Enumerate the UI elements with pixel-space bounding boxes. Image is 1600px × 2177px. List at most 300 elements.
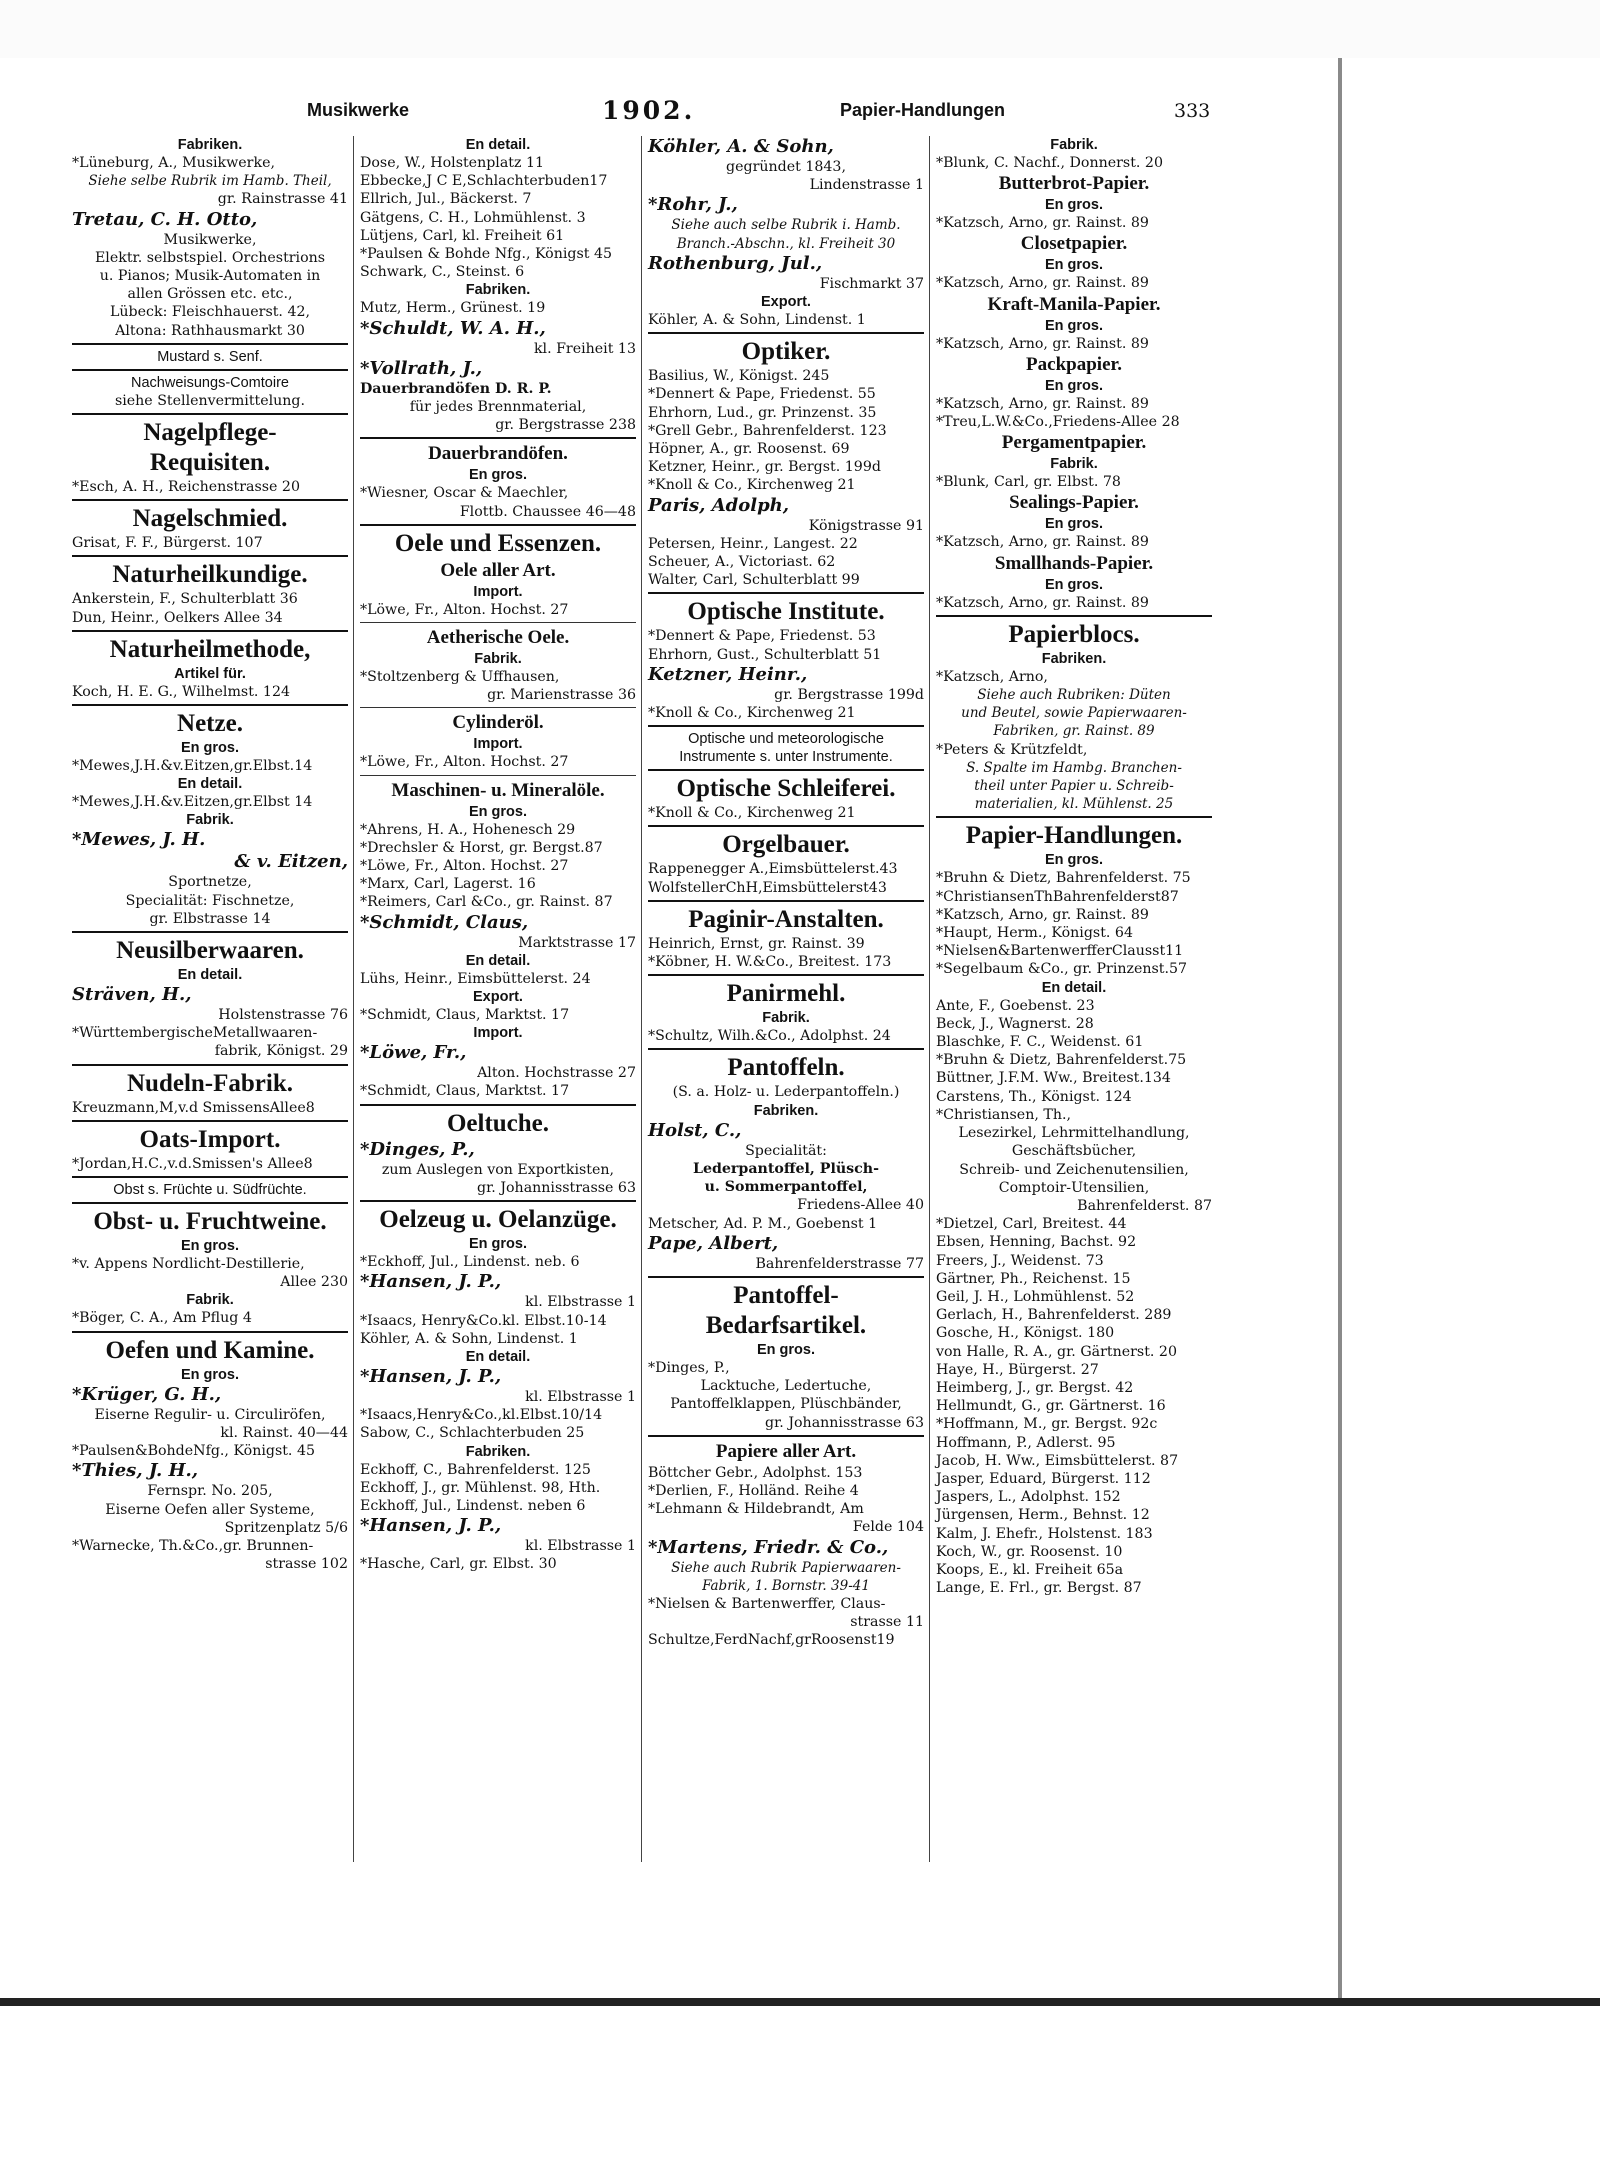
section-rule	[648, 974, 924, 976]
entry-detail: Geschäftsbücher,	[1011, 1143, 1137, 1160]
directory-entry: *Treu,L.W.&Co.,Friedens-Allee 28	[936, 414, 1180, 431]
address-line: strasse 102	[265, 1556, 348, 1573]
section-rule	[72, 704, 348, 706]
category-subheading: Import.	[473, 736, 523, 753]
running-head	[62, 96, 1338, 126]
category-subheading: En gros.	[1044, 197, 1103, 214]
directory-entry: Ankerstein, F., Schulterblatt 36	[72, 591, 298, 608]
directory-entry: *Katzsch, Arno,	[936, 668, 1048, 685]
subsection-heading: Papiere aller Art.	[715, 1440, 857, 1462]
address-line: kl. Freiheit 13	[533, 340, 636, 357]
section-rule	[72, 1064, 348, 1066]
address-line: Königstrasse 91	[808, 517, 924, 534]
entry-detail: allen Grössen etc. etc.,	[127, 286, 293, 303]
directory-entry: *WürttembergischeMetallwaaren-	[72, 1025, 318, 1042]
category-subheading: En detail.	[465, 137, 531, 153]
directory-entry: Grisat, F. F., Bürgerst. 107	[72, 535, 263, 552]
directory-entry: *Hasche, Carl, gr. Elbst. 30	[360, 1556, 557, 1573]
featured-firm-name: Tretau, C. H. Otto,	[72, 208, 258, 230]
section-rule	[648, 332, 924, 334]
directory-entry: Koch, H. E. G., Wilhelmst. 124	[72, 683, 291, 700]
column-3	[648, 136, 924, 1650]
italic-note: Siehe auch Rubrik Papierwaaren-	[671, 1559, 901, 1576]
address-line: Allee 230	[280, 1274, 348, 1291]
italic-note: materialien, kl. Mühlenst. 25	[974, 796, 1174, 813]
directory-entry: Schwark, C., Steinst. 6	[360, 264, 525, 281]
category-subheading: Artikel für.	[174, 665, 246, 682]
directory-entry: Gärtner, Ph., Reichenst. 15	[936, 1270, 1131, 1287]
entry-detail: Elektr. selbstspiel. Orchestrions	[94, 249, 326, 266]
directory-entry: *Katzsch, Arno, gr. Rainst. 89	[936, 335, 1149, 352]
featured-firm-name: *Krüger, G. H.,	[72, 1383, 222, 1405]
italic-note: Fabrik, 1. Bornstr. 39-41	[702, 1577, 870, 1594]
italic-note: Siehe selbe Rubrik im Hamb. Theil,	[88, 173, 332, 190]
directory-entry: Heinrich, Ernst, gr. Rainst. 39	[648, 935, 865, 952]
directory-entry: Sabow, C., Schlachterbuden 25	[360, 1425, 585, 1442]
subsection-heading: Dauerbrandöfen.	[428, 443, 568, 465]
section-rule	[648, 769, 924, 771]
section-rule	[648, 1276, 924, 1278]
section-rule	[72, 369, 348, 371]
directory-entry: *ChristiansenThBahrenfelderst87	[936, 888, 1179, 905]
directory-entry: Lütjens, Carl, kl. Freiheit 61	[360, 227, 565, 244]
subsection-rule	[360, 775, 636, 776]
directory-entry: Ebbecke,J C E,Schlachterbuden17	[360, 173, 608, 190]
section-heading: Nudeln-Fabrik.	[126, 1069, 293, 1097]
directory-entry: Gätgens, C. H., Lohmühlenst. 3	[360, 209, 586, 226]
directory-entry: *Löwe, Fr., Alton. Hochst. 27	[360, 601, 569, 618]
section-rule	[936, 816, 1212, 818]
directory-entry: *Katzsch, Arno, gr. Rainst. 89	[936, 395, 1149, 412]
directory-entry: *Peters & Krützfeldt,	[936, 741, 1088, 758]
category-subheading: En detail.	[465, 1348, 531, 1365]
header-left-keyword: Musikwerke	[307, 100, 410, 120]
directory-entry: Blaschke, F. C., Weidenst. 61	[936, 1034, 1144, 1051]
cross-reference: Optische und meteorologische	[688, 731, 884, 748]
address-line: Bahrenfelderst. 87	[1077, 1197, 1212, 1214]
address-line: Alton. Hochstrasse 27	[477, 1065, 636, 1082]
subsection-heading: Oele aller Art.	[440, 559, 556, 581]
section-rule	[72, 555, 348, 557]
category-subheading: Fabriken.	[465, 282, 531, 299]
entry-detail: Altona: Rathhausmarkt 30	[115, 322, 305, 339]
directory-entry: *v. Appens Nordlicht-Destillerie,	[72, 1256, 305, 1273]
directory-entry: von Halle, R. A., gr. Gärtnerst. 20	[936, 1343, 1177, 1360]
directory-entry: Ebsen, Henning, Bachst. 92	[936, 1234, 1137, 1251]
category-subheading: Fabrik.	[1050, 137, 1098, 153]
address-line: Flottb. Chaussee 46—48	[459, 503, 636, 520]
address-line: kl. Elbstrasse 1	[525, 1388, 636, 1405]
entry-detail: Fernspr. No. 205,	[147, 1483, 273, 1500]
entry-detail: für jedes Brennmaterial,	[409, 399, 587, 416]
directory-entry: *Paulsen&BohdeNfg., Königst. 45	[72, 1443, 316, 1460]
directory-entry: *Stoltzenberg & Uffhausen,	[360, 669, 560, 686]
section-heading: Bedarfsartikel.	[705, 1311, 867, 1339]
section-rule	[648, 725, 924, 727]
featured-firm-name: Sträven, H.,	[72, 984, 192, 1006]
section-heading: Optiker.	[741, 338, 831, 366]
directory-entry: Ehrhorn, Gust., Schulterblatt 51	[648, 646, 882, 663]
column-4	[936, 136, 1212, 1597]
entry-detail: gr. Elbstrasse 14	[149, 910, 271, 927]
address-line: gr. Johannisstrasse 63	[765, 1414, 924, 1431]
directory-entry: *Böger, C. A., Am Pflug 4	[72, 1310, 252, 1327]
section-heading: Netze.	[177, 710, 243, 738]
featured-firm-name: Pape, Albert,	[648, 1232, 779, 1254]
section-heading: Papierblocs.	[1008, 620, 1140, 648]
bold-specialty: u. Sommerpantoffel,	[704, 1179, 868, 1196]
featured-firm-name: *Thies, J. H.,	[72, 1460, 199, 1482]
category-subheading: En gros.	[180, 740, 239, 757]
directory-entry: Mutz, Herm., Grünest. 19	[360, 300, 546, 317]
featured-firm-name: *Schuldt, W. A. H.,	[360, 317, 546, 339]
directory-entry: *Dennert & Pape, Friedenst. 53	[648, 628, 876, 645]
directory-entry: *Löwe, Fr., Alton. Hochst. 27	[360, 858, 569, 875]
section-heading: Obst- u. Fruchtweine.	[93, 1208, 327, 1236]
subsection-heading: Maschinen- u. Mineralöle.	[391, 779, 605, 801]
section-heading: Nagelpflege-	[143, 419, 277, 447]
cross-reference: Obst s. Früchte u. Südfrüchte.	[113, 1182, 307, 1199]
section-heading: Pantoffeln.	[727, 1054, 845, 1082]
featured-firm-name: & v. Eitzen,	[234, 851, 348, 873]
section-rule	[72, 931, 348, 933]
directory-entry: Scheuer, A., Victoriast. 62	[648, 554, 836, 571]
category-subheading: Fabriken.	[465, 1443, 531, 1460]
category-subheading: En detail.	[177, 967, 243, 984]
address-line: Fischmarkt 37	[819, 275, 924, 292]
directory-entry: *Katzsch, Arno, gr. Rainst. 89	[936, 275, 1149, 292]
category-subheading: En gros.	[756, 1341, 815, 1358]
category-subheading: Fabriken.	[1041, 650, 1107, 667]
directory-entry: *Jordan,H.C.,v.d.Smissen's Allee8	[72, 1155, 313, 1172]
directory-entry: Hellmundt, G., gr. Gärtnerst. 16	[936, 1398, 1166, 1415]
directory-entry: Kalm, J. Ehefr., Holstenst. 183	[936, 1525, 1153, 1542]
directory-entry: Petersen, Heinr., Langest. 22	[648, 535, 858, 552]
address-line: kl. Elbstrasse 1	[525, 1294, 636, 1311]
section-heading: Oeltuche.	[446, 1109, 550, 1137]
featured-firm-name: Ketzner, Heinr.,	[648, 663, 808, 685]
entry-detail: Lacktuche, Ledertuche,	[700, 1378, 872, 1395]
entry-detail: Eiserne Regulir- u. Circuliröfen,	[94, 1406, 326, 1423]
section-heading: Pantoffel-	[733, 1281, 839, 1309]
featured-firm-name: Köhler, A. & Sohn,	[648, 136, 834, 157]
category-subheading: En detail.	[177, 776, 243, 793]
directory-entry: Ante, F., Goebenst. 23	[936, 997, 1095, 1014]
directory-entry: Köhler, A. & Sohn, Lindenst. 1	[360, 1330, 578, 1347]
category-subheading: Fabrik.	[1050, 456, 1098, 473]
entry-detail: gegründet 1843,	[726, 159, 846, 175]
section-heading: Optische Schleiferei.	[676, 775, 896, 803]
directory-entry: Heimberg, J., gr. Bergst. 42	[936, 1379, 1134, 1396]
featured-firm-name: *Schmidt, Claus,	[360, 911, 529, 933]
directory-entry: Geil, J. H., Lohmühlenst. 52	[936, 1288, 1135, 1305]
directory-entry: *Nielsen&BartenwerfferClausst11	[936, 943, 1184, 960]
featured-firm-name: *Hansen, J. P.,	[360, 1515, 502, 1537]
subsection-rule	[360, 622, 636, 623]
section-rule	[648, 1435, 924, 1437]
directory-entry: *Lüneburg, A., Musikwerke,	[72, 155, 275, 171]
directory-entry: *Katzsch, Arno, gr. Rainst. 89	[936, 594, 1149, 611]
section-rule	[648, 1048, 924, 1050]
section-rule	[360, 1200, 636, 1202]
address-line: kl. Elbstrasse 1	[525, 1538, 636, 1555]
directory-entry: *Grell Gebr., Bahrenfelderst. 123	[648, 422, 887, 439]
section-rule	[72, 1331, 348, 1333]
scan-edge	[0, 1998, 1600, 2006]
directory-entry: *Katzsch, Arno, gr. Rainst. 89	[936, 906, 1149, 923]
category-subheading: Import.	[473, 583, 523, 600]
entry-detail: (S. a. Holz- u. Lederpantoffeln.)	[672, 1084, 900, 1101]
column-divider	[353, 136, 354, 1862]
directory-entry: Basilius, W., Königst. 245	[648, 368, 830, 385]
directory-entry: Dun, Heinr., Oelkers Allee 34	[72, 609, 283, 626]
directory-entry: *Knoll & Co., Kirchenweg 21	[648, 705, 856, 722]
category-subheading: Fabriken.	[177, 137, 243, 153]
directory-entry: *Segelbaum &Co., gr. Prinzenst.57	[936, 961, 1188, 978]
category-subheading: Fabriken.	[753, 1102, 819, 1119]
directory-entry: Walter, Carl, Schulterblatt 99	[648, 572, 860, 589]
italic-note: Siehe auch selbe Rubrik i. Hamb.	[671, 217, 901, 234]
section-rule	[72, 413, 348, 415]
category-subheading: En gros.	[468, 467, 527, 484]
directory-entry: *Schultz, Wilh.&Co., Adolphst. 24	[648, 1028, 891, 1045]
directory-entry: Ketzner, Heinr., gr. Bergst. 199d	[648, 459, 881, 476]
directory-entry: *Katzsch, Arno, gr. Rainst. 89	[936, 534, 1149, 551]
directory-entry: *Drechsler & Horst, gr. Bergst.87	[360, 839, 603, 856]
category-subheading: En gros.	[1044, 377, 1103, 394]
directory-entry: Höpner, A., gr. Roosenst. 69	[648, 441, 850, 458]
header-right-keyword: Papier-Handlungen	[840, 100, 1006, 120]
address-line: gr. Bergstrasse 238	[495, 417, 636, 434]
directory-entry: *Reimers, Carl &Co., gr. Rainst. 87	[360, 894, 613, 911]
directory-entry: *Köbner, H. W.&Co., Breitest. 173	[648, 954, 892, 971]
address-line: fabrik, Königst. 29	[214, 1043, 348, 1060]
directory-entry: Dose, W., Holstenplatz 11	[360, 155, 545, 171]
entry-detail: Specialität:	[745, 1142, 827, 1159]
directory-entry: *Lehmann & Hildebrandt, Am	[648, 1501, 864, 1518]
address-line: Holstenstrasse 76	[218, 1007, 348, 1024]
address-line: Lindenstrasse 1	[809, 177, 924, 194]
directory-entry: *Katzsch, Arno, gr. Rainst. 89	[936, 215, 1149, 232]
directory-entry: *Marx, Carl, Lagerst. 16	[360, 876, 536, 893]
category-subheading: Fabrik.	[762, 1010, 810, 1027]
address-line: Felde 104	[852, 1519, 924, 1536]
directory-entry: Gerlach, H., Bahrenfelderst. 289	[936, 1307, 1172, 1324]
italic-note: Fabriken, gr. Rainst. 89	[993, 723, 1155, 740]
directory-entry: *Knoll & Co., Kirchenweg 21	[648, 477, 856, 494]
directory-entry: Gosche, H., Königst. 180	[936, 1325, 1115, 1342]
directory-entry: Jasper, Eduard, Bürgerst. 112	[936, 1470, 1151, 1487]
section-rule	[72, 1202, 348, 1204]
category-subheading: En gros.	[1044, 516, 1103, 533]
directory-entry: *Blunk, C. Nachf., Donnerst. 20	[936, 155, 1163, 171]
entry-detail: Comptoir-Utensilien,	[998, 1179, 1150, 1196]
category-subheading: En gros.	[180, 1366, 239, 1383]
directory-entry: *Mewes,J.H.&v.Eitzen,gr.Elbst.14	[72, 758, 313, 775]
category-subheading: Import.	[473, 1025, 523, 1042]
section-rule	[648, 825, 924, 827]
directory-entry: Haye, H., Bürgerst. 27	[936, 1361, 1099, 1378]
directory-entry: Jaspers, L., Adolphst. 152	[936, 1489, 1121, 1506]
directory-entry: Rappenegger A.,Eimsbüttelerst.43	[648, 861, 898, 878]
directory-entry: Freers, J., Weidenst. 73	[936, 1252, 1104, 1269]
directory-entry: *Dietzel, Carl, Breitest. 44	[936, 1216, 1127, 1233]
directory-entry: Eckhoff, Jul., Lindenst. neben 6	[360, 1497, 586, 1514]
section-heading: Oele und Essenzen.	[394, 529, 602, 557]
subsection-heading: Sealings-Papier.	[1009, 492, 1139, 514]
subsection-heading: Kraft-Manila-Papier.	[987, 293, 1161, 315]
directory-entry: *Warnecke, Th.&Co.,gr. Brunnen-	[72, 1537, 314, 1554]
section-rule	[72, 343, 348, 345]
directory-entry: *Bruhn & Dietz, Bahrenfelderst. 75	[936, 870, 1191, 887]
directory-entry: *Bruhn & Dietz, Bahrenfelderst.75	[936, 1052, 1187, 1069]
subsection-heading: Aetherische Oele.	[426, 627, 570, 649]
category-subheading: En gros.	[1044, 317, 1103, 334]
page-number: 333	[1174, 100, 1211, 122]
address-line: gr. Bergstrasse 199d	[774, 686, 924, 703]
cross-reference: Nachweisungs-Comtoire	[131, 374, 289, 391]
directory-page	[62, 58, 1342, 2002]
directory-entry: *Löwe, Fr., Alton. Hochst. 27	[360, 754, 569, 771]
directory-entry: Büttner, J.F.M. Ww., Breitest.134	[936, 1070, 1171, 1087]
column-2	[360, 136, 636, 1574]
featured-firm-name: Holst, C.,	[648, 1119, 742, 1141]
directory-entry: *Haupt, Herm., Königst. 64	[936, 925, 1133, 942]
section-heading: Papier-Handlungen.	[965, 822, 1183, 850]
cross-reference: Mustard s. Senf.	[157, 348, 263, 365]
section-rule	[72, 630, 348, 632]
entry-detail: Musikwerke,	[163, 231, 257, 248]
italic-note: S. Spalte im Hambg. Branchen-	[966, 759, 1182, 776]
section-rule	[648, 592, 924, 594]
section-heading: Requisiten.	[149, 449, 271, 477]
subsection-heading: Smallhands-Papier.	[994, 552, 1154, 574]
section-heading: Paginir-Anstalten.	[688, 905, 884, 933]
bold-specialty: Dauerbrandöfen D. R. P.	[360, 380, 552, 397]
address-line: gr. Rainstrasse 41	[217, 191, 348, 208]
entry-detail: Lübeck: Fleischhauerst. 42,	[109, 304, 311, 321]
category-subheading: Export.	[473, 989, 523, 1006]
category-subheading: Fabrik.	[474, 651, 522, 668]
subsection-rule	[360, 707, 636, 708]
bold-specialty: Lederpantoffel, Plüsch-	[692, 1160, 879, 1177]
entry-detail: Schreib- und Zeichenutensilien,	[959, 1161, 1189, 1178]
category-subheading: En gros.	[180, 1238, 239, 1255]
category-subheading: En detail.	[465, 952, 531, 969]
section-heading: Oefen und Kamine.	[105, 1336, 315, 1364]
address-line: Bahrenfelderstrasse 77	[755, 1255, 924, 1272]
section-rule	[72, 1176, 348, 1178]
directory-entry: Ellrich, Jul., Bäckerst. 7	[360, 191, 532, 208]
italic-note: Branch.-Abschn., kl. Freiheit 30	[676, 235, 896, 252]
directory-entry: Eckhoff, C., Bahrenfelderst. 125	[360, 1461, 591, 1478]
italic-note: und Beutel, sowie Papierwaaren-	[961, 705, 1187, 722]
directory-entry: Carstens, Th., Königst. 124	[936, 1088, 1132, 1105]
address-line: gr. Johannisstrasse 63	[477, 1179, 636, 1196]
category-subheading: En detail.	[1041, 979, 1107, 996]
address-line: Friedens-Allee 40	[797, 1197, 924, 1214]
featured-firm-name: *Dinges, P.,	[360, 1138, 475, 1160]
category-subheading: Export.	[761, 294, 811, 311]
column-divider	[641, 136, 642, 1862]
featured-firm-name: *Rohr, J.,	[648, 194, 738, 216]
section-rule	[360, 437, 636, 439]
category-subheading: En gros.	[468, 1236, 527, 1253]
section-rule	[72, 499, 348, 501]
section-heading: Naturheilkundige.	[112, 561, 308, 589]
directory-entry: Lühs, Heinr., Eimsbüttelerst. 24	[360, 970, 591, 987]
category-subheading: Fabrik.	[186, 1292, 234, 1309]
address-line: kl. Rainst. 40—44	[220, 1424, 348, 1441]
directory-entry: Eckhoff, J., gr. Mühlenst. 98, Hth.	[360, 1479, 601, 1496]
directory-entry: *Christiansen, Th.,	[936, 1106, 1071, 1123]
directory-entry: *Paulsen & Bohde Nfg., Königst 45	[360, 246, 613, 263]
entry-detail: Lesezirkel, Lehrmittelhandlung,	[958, 1125, 1190, 1142]
directory-entry: *Blunk, Carl, gr. Elbst. 78	[936, 474, 1121, 491]
directory-entry: *Knoll & Co., Kirchenweg 21	[648, 805, 856, 822]
directory-entry: *Nielsen & Bartenwerffer, Claus-	[648, 1595, 886, 1612]
directory-entry: WolfstellerChH,Eimsbüttelerst43	[648, 879, 887, 896]
subsection-heading: Closetpapier.	[1020, 233, 1128, 255]
category-subheading: En gros.	[1044, 852, 1103, 869]
directory-entry: Köhler, A. & Sohn, Lindenst. 1	[648, 312, 866, 329]
subsection-heading: Packpapier.	[1026, 353, 1122, 375]
entry-detail: siehe Stellenvermittelung.	[114, 392, 306, 409]
featured-firm-name: *Martens, Friedr. & Co.,	[648, 1536, 889, 1558]
section-rule	[360, 524, 636, 526]
directory-entry: *Schmidt, Claus, Marktst. 17	[360, 1083, 570, 1100]
section-heading: Optische Institute.	[687, 598, 885, 626]
directory-entry: *Wiesner, Oscar & Maechler,	[360, 485, 569, 502]
directory-entry: *Esch, A. H., Reichenstrasse 20	[72, 479, 300, 496]
directory-entry: Kreuzmann,M,v.d SmissensAllee8	[72, 1099, 315, 1116]
italic-note: Siehe auch Rubriken: Düten	[977, 687, 1171, 704]
scan-margin	[0, 0, 1600, 58]
cross-reference: Instrumente s. unter Instrumente.	[679, 749, 893, 766]
directory-entry: Lange, E. Frl., gr. Bergst. 87	[936, 1580, 1142, 1597]
subsection-heading: Pergamentpapier.	[1001, 432, 1147, 454]
address-line: Spritzenplatz 5/6	[224, 1519, 348, 1536]
directory-entry: Beck, J., Wagnerst. 28	[936, 1015, 1094, 1032]
entry-detail: Specialität: Fischnetze,	[125, 892, 295, 909]
entry-detail: Sportnetze,	[168, 874, 252, 891]
directory-entry: *Hoffmann, M., gr. Bergst. 92c	[936, 1416, 1158, 1433]
section-heading: Nagelschmied.	[132, 505, 288, 533]
featured-firm-name: *Vollrath, J.,	[360, 357, 483, 379]
featured-firm-name: *Hansen, J. P.,	[360, 1365, 502, 1387]
category-subheading: En gros.	[468, 803, 527, 820]
section-heading: Panirmehl.	[726, 980, 846, 1008]
directory-entry: *Eckhoff, Jul., Lindenst. neb. 6	[360, 1254, 580, 1271]
entry-detail: u. Pianos; Musik-Automaten in	[99, 268, 321, 285]
featured-firm-name: *Löwe, Fr.,	[360, 1042, 467, 1064]
entry-detail: Eiserne Oefen aller Systeme,	[105, 1501, 315, 1518]
section-rule	[648, 900, 924, 902]
directory-entry: *Ahrens, H. A., Hohenesch 29	[360, 821, 576, 838]
address-line: strasse 11	[850, 1614, 924, 1631]
featured-firm-name: Rothenburg, Jul.,	[648, 252, 823, 274]
directory-entry: Koch, W., gr. Roosenst. 10	[936, 1543, 1123, 1560]
subsection-heading: Butterbrot-Papier.	[998, 173, 1150, 195]
column-divider	[929, 136, 930, 1862]
directory-entry: *Dennert & Pape, Friedenst. 55	[648, 386, 876, 403]
section-heading: Orgelbauer.	[722, 831, 850, 859]
entry-detail: Pantoffelklappen, Plüschbänder,	[670, 1396, 902, 1413]
directory-entry: *Dinges, P.,	[648, 1359, 730, 1376]
featured-firm-name: Paris, Adolph,	[648, 494, 790, 516]
category-subheading: En gros.	[1044, 576, 1103, 593]
column-1	[72, 136, 348, 1573]
